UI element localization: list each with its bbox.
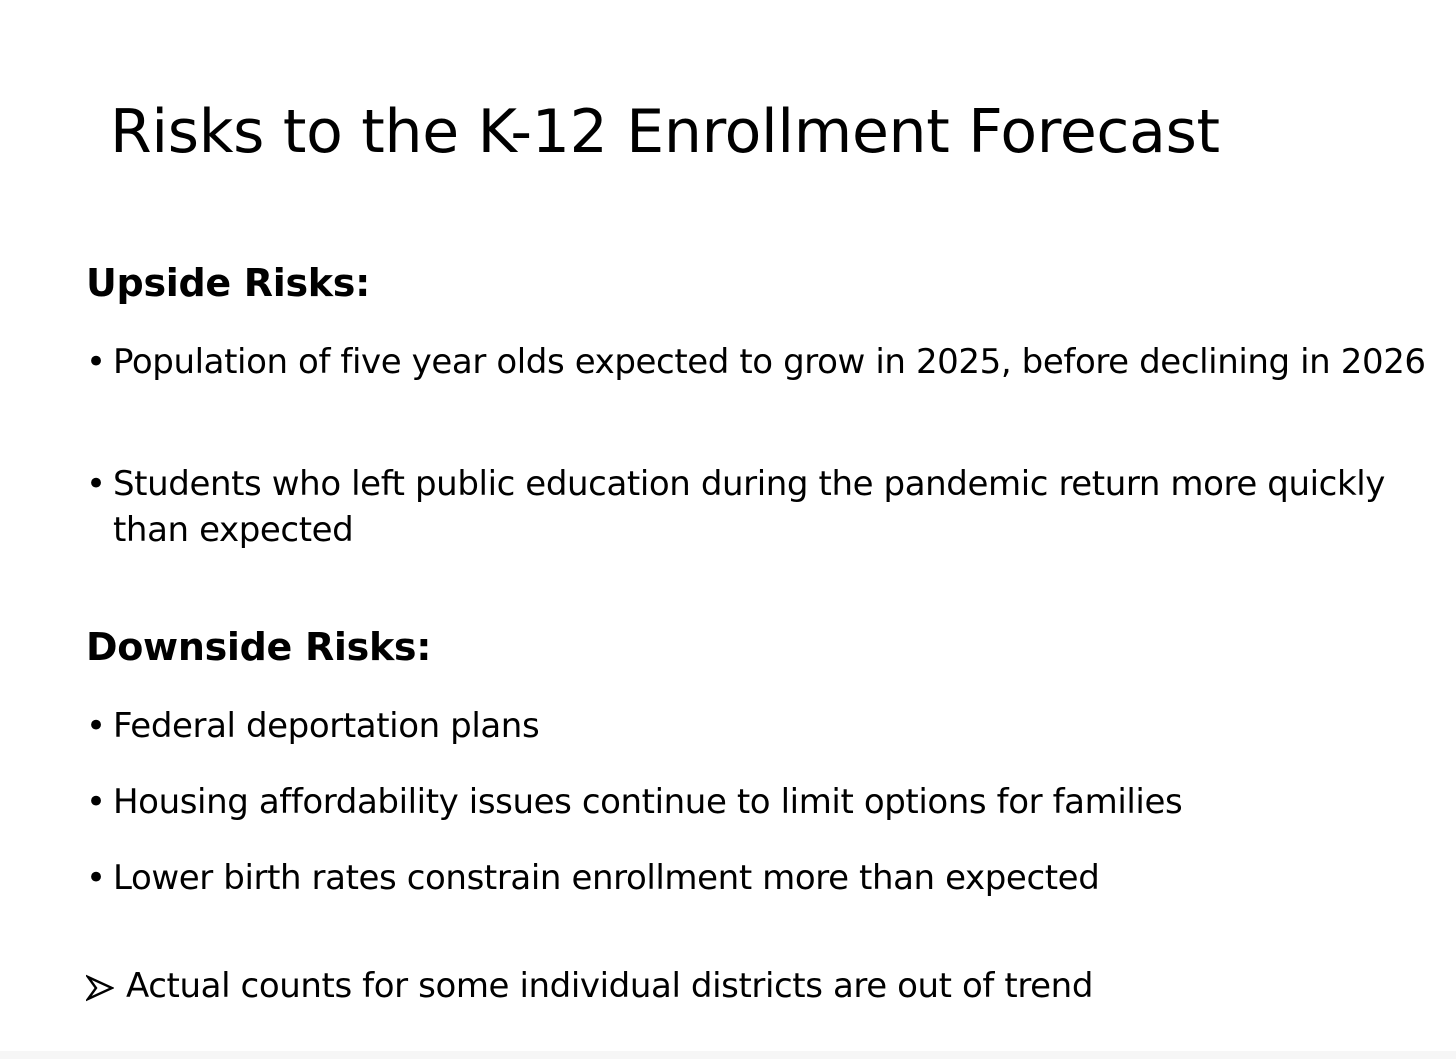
- upside-risk-item: [86, 339, 1442, 385]
- downside-risk-item: [86, 703, 1442, 749]
- downside-risk-text: Federal deportation plans: [113, 706, 540, 746]
- downside-risk-text: Lower birth rates constrain enrollment more than expected: [113, 858, 1100, 898]
- downside-risk-text: Housing affordability issues continue to limit options for families: [113, 782, 1183, 822]
- upside-risk-text: Students who left public education during the pandemic return more quickly than expected: [113, 464, 1386, 550]
- slide-bottom-edge: [0, 1051, 1456, 1059]
- bullet-icon: •: [86, 706, 106, 746]
- downside-risks-heading: Downside Risks:: [86, 625, 432, 669]
- downside-risk-item: [86, 855, 1442, 901]
- note-text: Actual counts for some individual districts are out of trend: [126, 966, 1094, 1006]
- slide-title: Risks to the K-12 Enrollment Forecast: [110, 97, 1220, 167]
- upside-risk-item: [86, 461, 1442, 553]
- arrow-bullet-icon: [86, 974, 126, 1002]
- note-line: [86, 963, 1093, 1009]
- downside-risk-item: [86, 779, 1442, 825]
- upside-risks-heading: Upside Risks:: [86, 261, 370, 305]
- bullet-icon: •: [86, 342, 106, 382]
- bullet-icon: •: [86, 464, 106, 504]
- upside-risk-text: Population of five year olds expected to grow in 2025, before declining in 2026: [113, 342, 1426, 382]
- bullet-icon: •: [86, 858, 106, 898]
- bullet-icon: •: [86, 782, 106, 822]
